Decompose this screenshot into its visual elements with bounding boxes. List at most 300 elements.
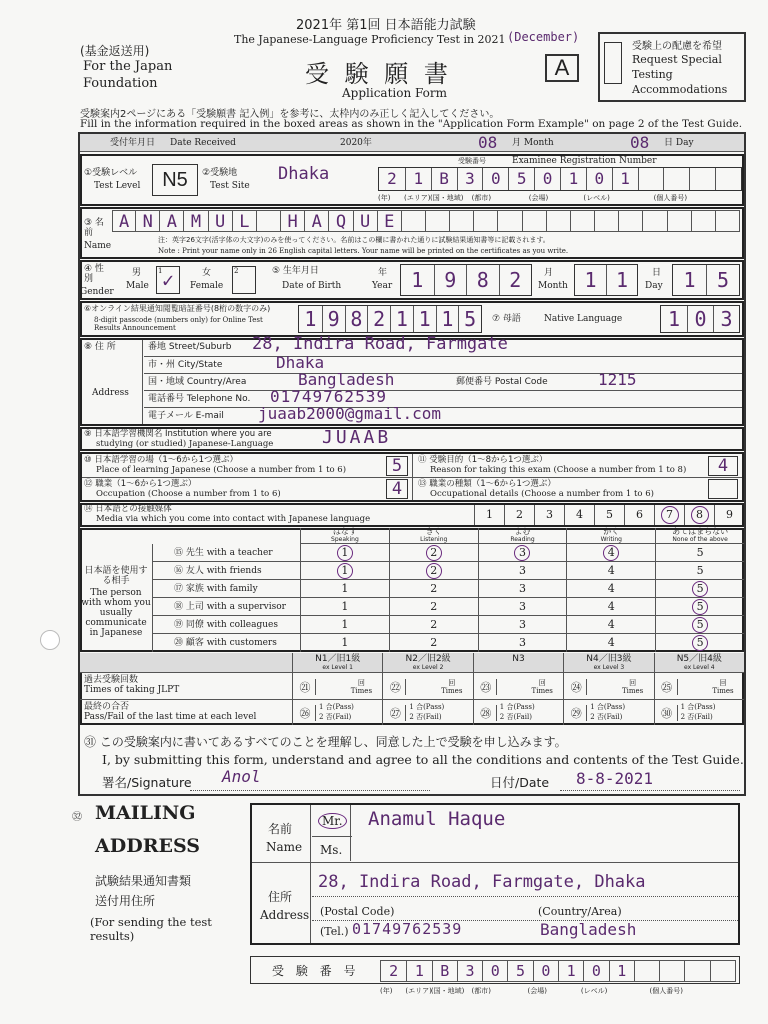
name-letter-10[interactable]: U	[354, 210, 378, 232]
mailing-desc-en: (For sending the test results)	[90, 915, 212, 943]
q11-value[interactable]: 4	[708, 456, 738, 476]
form-letter-box: A	[545, 54, 579, 82]
times-label	[84, 675, 179, 695]
pass-cell-num: ㉗	[385, 705, 406, 721]
bottom-reg-digit-13[interactable]	[710, 961, 735, 981]
name-letter-2[interactable]: A	[160, 210, 184, 232]
date-received-day-value: 08	[630, 133, 650, 152]
bottom-reg-digits[interactable]	[380, 960, 736, 982]
bottom-reg-digit-6[interactable]: 0	[533, 961, 558, 981]
reg-sub-label-4: (会場)	[528, 194, 549, 202]
agreement-en: I, by submitting this form, understand and agree to all the conditions and contents of the Test Guide.	[102, 752, 744, 767]
contacts-row-label-0: ⑮ 先生 with a teacher	[152, 544, 300, 562]
name-letter-19[interactable]	[571, 210, 595, 232]
mailing-desc-jp2: 送付用住所	[95, 894, 156, 908]
dob-label-jp: ⑤ 生年月日	[272, 266, 319, 276]
media-options[interactable]	[474, 505, 744, 525]
pass-option[interactable]: 1 合(Pass)	[319, 703, 354, 711]
bottom-reg-digit-2[interactable]: B	[432, 961, 457, 981]
dob-month-digit-1[interactable]: 1	[606, 265, 637, 295]
contacts-row-label-2: ⑰ 家族 with family	[152, 580, 300, 598]
date-received-day-label: 日 Day	[664, 138, 694, 148]
times-cell-num: ㉒	[385, 679, 406, 695]
reg-label-en: Examinee Registration Number	[512, 156, 657, 166]
pass-label	[84, 702, 256, 722]
q10-value[interactable]: 5	[386, 456, 408, 476]
native-digit-1[interactable]: 0	[687, 306, 713, 332]
media-option-5[interactable]: 5	[594, 505, 624, 525]
date-received-label-en: Date Received	[170, 138, 236, 148]
col-header-en: Listening	[420, 536, 448, 543]
q12-value[interactable]: 4	[386, 479, 408, 499]
contacts-col-header-0	[300, 528, 389, 544]
phone-value[interactable]: 01749762539	[270, 387, 387, 406]
address-label-en: Address	[92, 388, 129, 398]
test-site-label-en: Test Site	[210, 181, 250, 191]
name-letter-7[interactable]: H	[281, 210, 305, 232]
contacts-cell[interactable]: 2	[389, 598, 478, 616]
times-cell-num: ㉔	[566, 679, 587, 695]
times-cell-num: ㉑	[295, 679, 316, 695]
contacts-cell-circle: 5	[692, 617, 708, 633]
date-received-month-label: 月 Month	[512, 138, 554, 148]
date-label: 日付/Date	[490, 775, 550, 790]
native-language-label-jp: ⑦ 母語	[492, 314, 521, 324]
media-option-3[interactable]: 3	[534, 505, 564, 525]
contacts-cell[interactable]: 4	[566, 616, 655, 634]
contacts-cell[interactable]	[478, 544, 567, 562]
bottom-reg-sub	[380, 986, 736, 996]
history-level-1	[382, 653, 472, 673]
contacts-cell[interactable]	[300, 544, 389, 562]
name-letter-23[interactable]	[668, 210, 692, 232]
test-level-value[interactable]: N5	[152, 164, 198, 196]
contacts-cell[interactable]: 3	[478, 562, 567, 580]
pass-options	[319, 702, 354, 722]
times-cell-1[interactable]	[382, 673, 472, 699]
street-value[interactable]: 28, Indira Road, Farmgate	[252, 334, 508, 354]
email-value[interactable]: juaab2000@gmail.com	[258, 404, 442, 423]
media-option-9[interactable]: 9	[714, 505, 744, 525]
contacts-cell-circle: 1	[337, 563, 353, 579]
name-letter-14[interactable]	[450, 210, 474, 232]
address-label-jp: ⑧ 住 所	[84, 342, 116, 352]
contacts-cell[interactable]: 3	[478, 616, 567, 634]
agreement-jp: ㉛ この受験案内に書いてあるすべてのことを理解し、同意した上で受験を申し込みます。	[84, 735, 567, 749]
name-note-jp: 注：英字26文字(活字体の大文字)のみを使ってください。名前はこの欄に書かれた通りに試験結果通知書等に記載されます。	[158, 236, 550, 244]
pass-option[interactable]: 1 合(Pass)	[499, 703, 535, 711]
bottom-reg-digit-9[interactable]: 1	[609, 961, 634, 981]
times-cell-4[interactable]	[654, 673, 744, 699]
institution-label-jp: ⑨ 日本語学習機関名 Institution where you are	[84, 429, 272, 439]
binder-hole	[40, 630, 60, 650]
mailing-addr-value[interactable]: 28, Indira Road, Farmgate, Dhaka	[318, 872, 646, 892]
reg-digit-3[interactable]: 3	[457, 168, 483, 190]
mailing-country-value[interactable]: Bangladesh	[540, 920, 637, 939]
bottom-reg-digit-10[interactable]	[634, 961, 659, 981]
contacts-cell[interactable]: 3	[478, 598, 567, 616]
contacts-side-en: The person with whom you usually communicate in Japanese	[81, 588, 151, 638]
name-letter-13[interactable]	[426, 210, 450, 232]
mailing-tel-value[interactable]: 01749762539	[352, 920, 463, 938]
contacts-side-jp: 日本語を使用する相手	[84, 566, 148, 586]
media-option-8[interactable]	[684, 505, 714, 525]
q11-label-en: Reason for taking this exam (Choose a number from 1 to 8)	[430, 465, 687, 475]
media-option-6[interactable]: 6	[624, 505, 654, 525]
fail-option[interactable]: 2 否(Fail)	[499, 713, 532, 721]
bottom-reg-digit-7[interactable]: 1	[558, 961, 583, 981]
contacts-cell[interactable]: 1	[300, 616, 389, 634]
history-level-4	[654, 653, 744, 673]
col-header-jp: きく	[425, 527, 442, 536]
name-letter-21[interactable]	[619, 210, 643, 232]
name-letter-22[interactable]	[643, 210, 667, 232]
contacts-cell[interactable]: 3	[478, 634, 567, 652]
bottom-reg-digit-1[interactable]: 1	[406, 961, 431, 981]
bottom-reg-digit-3[interactable]: 3	[457, 961, 482, 981]
date-received-year: 2020年	[340, 138, 372, 148]
q10-label-en: Place of learning Japanese (Choose a number from 1 to 6)	[96, 465, 347, 475]
history-level-name: N1／旧1級	[315, 654, 361, 664]
dob-day-en: Day	[645, 281, 663, 291]
gender-label-jp: ④ 性別	[84, 264, 104, 284]
passcode-digit-6[interactable]: 1	[436, 306, 459, 332]
dob-year-digit-1[interactable]: 9	[434, 265, 467, 295]
contacts-row-label-1: ⑯ 友人 with friends	[152, 562, 300, 580]
reg-digit-7[interactable]: 1	[560, 168, 586, 190]
test-site-value[interactable]: Dhaka	[278, 164, 330, 184]
name-letter-11[interactable]: E	[378, 210, 402, 232]
history-level-2	[473, 653, 563, 673]
fail-option[interactable]: 2 否(Fail)	[319, 713, 352, 721]
dob-month-boxes[interactable]	[574, 264, 638, 296]
country-value[interactable]: Bangladesh	[298, 370, 395, 389]
male-label-en: Male	[126, 281, 149, 291]
media-option-7[interactable]	[654, 505, 684, 525]
dob-day-digit-1[interactable]: 5	[706, 265, 739, 295]
history-header-blank	[80, 653, 292, 673]
mailing-num: ㉜	[72, 812, 82, 823]
passcode-digit-7[interactable]: 5	[458, 306, 481, 332]
dob-month-jp: 月	[544, 268, 554, 278]
mailing-title-2: ADDRESS	[95, 835, 200, 857]
contacts-cell[interactable]: 2	[389, 634, 478, 652]
q11-label-jp: ⑪ 受験目的（1～8から1つ選ぶ）	[418, 455, 548, 465]
signature-value[interactable]: Anol	[222, 767, 261, 786]
name-letter-0[interactable]: A	[112, 210, 136, 232]
name-letter-16[interactable]	[498, 210, 522, 232]
contacts-col-header-2	[478, 528, 567, 544]
contacts-cell[interactable]	[655, 634, 744, 652]
bottom-reg-label: 受 験 番 号	[272, 964, 360, 978]
history-level-name: N4／旧3級	[586, 654, 632, 664]
reg-digit-12[interactable]	[689, 168, 715, 190]
name-letter-3[interactable]: M	[184, 210, 208, 232]
dob-year-en: Year	[372, 281, 393, 291]
exam-title-en: The Japanese-Language Proficiency Test in 2021	[234, 33, 506, 46]
mailing-addr-jp: 住所	[268, 890, 293, 904]
gender-label-en: Gender	[80, 287, 114, 297]
bottom-reg-digit-11[interactable]	[659, 961, 684, 981]
pass-options	[409, 702, 444, 722]
dob-year-digit-0[interactable]: 1	[411, 268, 424, 292]
media-option-1[interactable]: 1	[474, 505, 504, 525]
contacts-cell[interactable]	[300, 562, 389, 580]
dob-day-boxes[interactable]	[672, 264, 740, 296]
name-letter-25[interactable]	[716, 210, 740, 232]
mailing-tel-label: (Tel.)	[320, 925, 349, 938]
history-level-sub: ex Level 3	[593, 664, 625, 671]
times-unit: 回 Times	[712, 679, 734, 695]
pass-options	[500, 702, 535, 722]
media-label-jp: ⑭ 日本語との接触媒体	[84, 504, 172, 514]
contacts-cell[interactable]: 2	[389, 616, 478, 634]
passcode-digit-2[interactable]: 8	[345, 306, 368, 332]
pass-cell-num: ㉚	[657, 705, 678, 721]
contacts-cell-circle: 4	[603, 545, 619, 561]
female-label-en: Female	[190, 281, 224, 291]
contacts-row-label-4: ⑲ 同僚 with colleagues	[152, 616, 300, 634]
name-letter-1[interactable]: N	[136, 210, 160, 232]
country-label: 国・地域 Country/Area	[148, 377, 247, 387]
pass-label-en: Pass/Fail of the last time at each level	[84, 712, 257, 722]
col-header-jp: かく	[603, 527, 620, 536]
history-level-sub: ex Level 2	[412, 664, 444, 671]
contacts-col-header-3	[566, 528, 655, 544]
contacts-cell[interactable]	[389, 562, 478, 580]
contacts-cell[interactable]: 4	[566, 598, 655, 616]
passcode-digit-5[interactable]: 1	[413, 306, 436, 332]
media-option-4[interactable]: 4	[564, 505, 594, 525]
reg-digit-13[interactable]	[715, 168, 741, 190]
native-digit-2[interactable]: 3	[713, 306, 739, 332]
q12-label-en: Occupation (Choose a number from 1 to 6)	[96, 489, 281, 499]
mailing-country-label: (Country/Area)	[538, 905, 622, 918]
date-received-label-jp: 受付年月日	[110, 138, 156, 148]
passcode-digit-boxes[interactable]	[298, 305, 482, 333]
institution-value[interactable]: JUAAB	[322, 427, 392, 448]
dob-year-jp: 年	[378, 268, 388, 278]
mailing-ms[interactable]: Ms.	[320, 843, 343, 857]
history-level-sub: ex Level 1	[322, 664, 353, 671]
city-value[interactable]: Dhaka	[276, 353, 325, 372]
name-label-en: Name	[84, 241, 112, 251]
pass-cell-4[interactable]	[654, 699, 744, 725]
pass-options	[681, 702, 716, 722]
reg-number-box[interactable]	[378, 167, 742, 191]
reg-digit-5[interactable]: 5	[508, 168, 534, 190]
contacts-row-label-3: ⑱ 上司 with a supervisor	[152, 598, 300, 616]
pass-cell-2[interactable]	[473, 699, 563, 725]
col-header-en: None of the above	[672, 536, 728, 543]
form-title-en: Application Form	[342, 86, 448, 100]
contacts-cell[interactable]	[655, 616, 744, 634]
media-option-circle: 7	[661, 506, 679, 524]
mailing-name-value[interactable]: Anamul Haque	[368, 808, 506, 830]
history-level-3	[563, 653, 653, 673]
dob-month-digit-0[interactable]: 1	[584, 268, 597, 292]
contacts-cell[interactable]: 1	[300, 580, 389, 598]
mailing-desc-jp1: 試験結果通知書類	[95, 874, 192, 888]
bottom-reg-digit-4[interactable]: 0	[482, 961, 507, 981]
col-header-en: Reading	[510, 536, 535, 543]
male-checkmark: ✓	[162, 268, 175, 292]
special-checkbox[interactable]	[604, 42, 622, 84]
q13-value[interactable]	[708, 479, 738, 499]
dob-year-digit-2[interactable]: 8	[466, 265, 499, 295]
history-level-name: N2／旧2級	[405, 654, 451, 664]
name-letter-5[interactable]: L	[233, 210, 257, 232]
pass-cell-0[interactable]	[292, 699, 382, 725]
contacts-cell[interactable]: 5	[655, 544, 744, 562]
media-label-en: Media via which you come into contact with Japanese language	[96, 514, 371, 524]
contacts-cell[interactable]: 1	[300, 634, 389, 652]
email-label: 電子メール E-mail	[148, 411, 224, 421]
special-label-jp: 受験上の配慮を希望	[632, 41, 722, 52]
name-letter-17[interactable]	[523, 210, 547, 232]
name-letter-8[interactable]: A	[305, 210, 329, 232]
dob-day-digit-0[interactable]: 1	[683, 268, 696, 292]
times-cell-num: ㉕	[657, 679, 678, 695]
fund-label-en: For the Japan Foundation	[83, 59, 173, 91]
reg-sub-label-5: (レベル)	[583, 194, 610, 202]
times-cell-3[interactable]	[563, 673, 653, 699]
reg-digit-11[interactable]	[663, 168, 689, 190]
dob-month-en: Month	[538, 281, 568, 291]
mailing-name-en: Name	[266, 840, 303, 854]
name-letter-20[interactable]	[595, 210, 619, 232]
name-label-jp: ③ 名前	[84, 218, 104, 238]
name-letter-24[interactable]	[692, 210, 716, 232]
passcode-digit-4[interactable]: 1	[390, 306, 413, 332]
passcode-digit-3[interactable]: 2	[367, 306, 390, 332]
reg-digit-2[interactable]: B	[431, 168, 457, 190]
name-letter-12[interactable]	[402, 210, 426, 232]
dob-year-digit-3[interactable]: 2	[499, 265, 532, 295]
name-letter-boxes[interactable]	[112, 210, 740, 232]
fail-option[interactable]: 2 否(Fail)	[409, 713, 442, 721]
col-header-jp: よむ	[514, 527, 531, 536]
bottom-reg-sub-label-0: (年)	[380, 987, 393, 995]
reg-sub-labels	[378, 193, 742, 203]
bottom-reg-digit-8[interactable]: 0	[583, 961, 608, 981]
passcode-digit-1[interactable]: 9	[322, 306, 345, 332]
pass-cell-num: ㉘	[476, 705, 497, 721]
contacts-cell[interactable]	[566, 544, 655, 562]
contacts-cell[interactable]	[389, 544, 478, 562]
reg-sub-label-1: (エリア)	[404, 194, 431, 202]
bottom-reg-sub-label-1: (エリア)	[405, 987, 432, 995]
contacts-cell[interactable]: 2	[389, 580, 478, 598]
media-option-2[interactable]: 2	[504, 505, 534, 525]
contacts-grid[interactable]	[152, 528, 744, 652]
test-site-label-jp: ②受験地	[202, 168, 238, 178]
name-letter-15[interactable]	[474, 210, 498, 232]
q12-label-jp: ⑫ 職業（1～6から1つ選ぶ）	[84, 479, 197, 489]
times-label-jp: 過去受験回数	[84, 675, 139, 685]
times-cell-2[interactable]	[473, 673, 563, 699]
passcode-digit-0[interactable]: 1	[304, 307, 317, 331]
bottom-reg-digit-12[interactable]	[684, 961, 709, 981]
name-letter-6[interactable]	[257, 210, 281, 232]
col-header-jp: あてはまらない	[672, 527, 729, 536]
contacts-col-header-1	[389, 528, 478, 544]
fail-option[interactable]: 2 否(Fail)	[590, 713, 623, 721]
dob-year-boxes[interactable]	[400, 264, 532, 296]
fail-option[interactable]: 2 否(Fail)	[680, 713, 713, 721]
pass-cell-1[interactable]	[382, 699, 472, 725]
times-unit: 回 Times	[621, 679, 644, 695]
history-grid[interactable]	[80, 653, 744, 725]
pass-option[interactable]: 1 合(Pass)	[680, 703, 716, 711]
pass-cell-3[interactable]	[563, 699, 653, 725]
native-digit-0[interactable]: 1	[667, 307, 681, 331]
contacts-cell[interactable]: 5	[655, 562, 744, 580]
bottom-reg-digit-0[interactable]: 2	[389, 962, 399, 980]
reg-digit-6[interactable]: 0	[534, 168, 560, 190]
passcode-label-jp: ⑥オンライン結果通知閲覧暗証番号(8桁の数字のみ)	[84, 304, 271, 313]
street-label: 番地 Street/Suburb	[148, 342, 232, 352]
reg-label-jp: 受験番号	[458, 157, 486, 165]
phone-label: 電話番号 Telephone No.	[148, 394, 251, 404]
mailing-mr[interactable]: Mr.	[318, 813, 347, 829]
contacts-cell[interactable]: 1	[300, 598, 389, 616]
reg-digit-0[interactable]: 2	[387, 169, 397, 188]
q13-label-jp: ⑬ 職業の種類（1～6から1つ選ぶ）	[418, 479, 556, 489]
name-note-en: Note : Print your name only in 26 English capital letters. Your name will be printed on the certificates as you write.	[158, 247, 569, 255]
bottom-reg-digit-5[interactable]: 5	[507, 961, 532, 981]
name-letter-4[interactable]: U	[209, 210, 233, 232]
contacts-cell[interactable]: 4	[566, 562, 655, 580]
signature-label: 署名/Signature	[102, 775, 192, 790]
times-unit: 回 Times	[350, 679, 373, 695]
contacts-cell[interactable]: 4	[566, 634, 655, 652]
date-value[interactable]: 8-8-2021	[576, 769, 654, 788]
times-cell-0[interactable]	[292, 673, 382, 699]
contacts-cell-circle: 2	[426, 545, 442, 561]
pass-option[interactable]: 1 合(Pass)	[409, 703, 445, 711]
reg-digit-1[interactable]: 1	[405, 168, 431, 190]
name-letter-18[interactable]	[547, 210, 571, 232]
reg-digit-10[interactable]	[638, 168, 664, 190]
mailing-postal-label: (Postal Code)	[320, 905, 395, 918]
test-level-label-jp: ①受験レベル	[84, 168, 138, 178]
reg-sub-label-3: (都市)	[471, 194, 492, 202]
dob-day-jp: 日	[652, 268, 662, 278]
reg-digit-8[interactable]: 0	[586, 168, 612, 190]
postal-value[interactable]: 1215	[598, 370, 637, 389]
history-level-name: N3	[512, 654, 525, 664]
name-letter-9[interactable]: Q	[329, 210, 353, 232]
reg-digit-4[interactable]: 0	[482, 168, 508, 190]
history-level-0	[292, 653, 382, 673]
exam-title-jp: 2021年 第1回 日本語能力試験	[296, 18, 476, 33]
contacts-cell[interactable]	[655, 580, 744, 598]
contacts-cell[interactable]	[655, 598, 744, 616]
col-header-en: Speaking	[331, 536, 359, 543]
reg-sub-label-6: (個人番号)	[653, 194, 688, 202]
reg-digit-9[interactable]: 1	[612, 168, 638, 190]
male-label-jp: 男	[132, 268, 142, 278]
pass-option[interactable]: 1 合(Pass)	[590, 703, 626, 711]
bottom-reg-sub-label-6: (個人番号)	[649, 987, 683, 995]
history-level-sub: ex Level 4	[683, 664, 715, 671]
times-unit: 回 Times	[531, 679, 553, 695]
contacts-cell[interactable]: 3	[478, 580, 567, 598]
contacts-col-header-4	[655, 528, 744, 544]
native-language-boxes[interactable]	[660, 305, 740, 333]
contacts-cell[interactable]: 4	[566, 580, 655, 598]
